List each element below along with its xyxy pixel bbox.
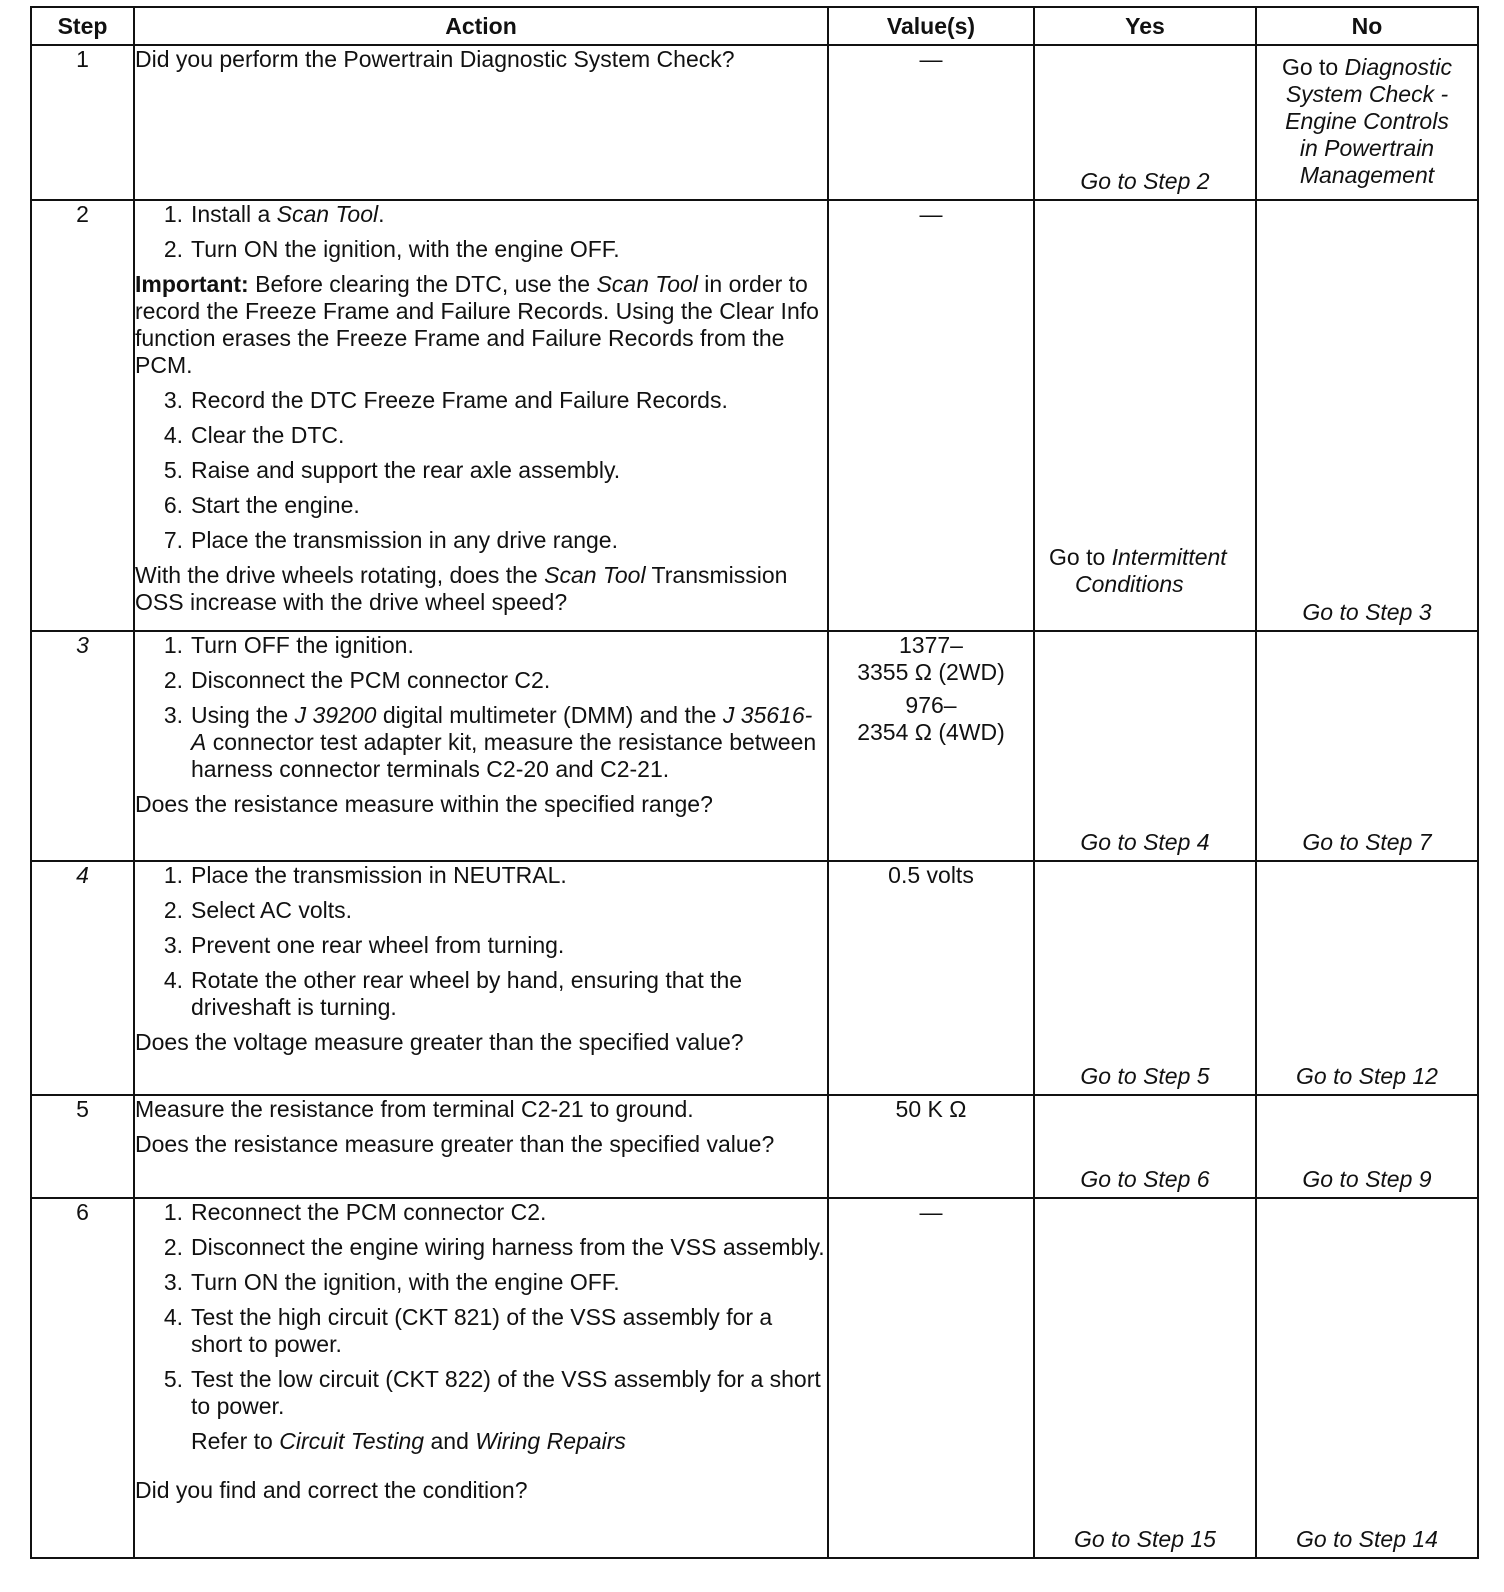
list-item xyxy=(135,667,827,694)
yes-result-link-line-2: Conditions xyxy=(1075,571,1184,597)
item-text-em: Scan Tool xyxy=(276,201,379,227)
item-text-mid: digital multimeter (DMM) and the xyxy=(382,702,717,728)
item-text-em-2: J 35616-A xyxy=(191,702,813,755)
item-number: 3. xyxy=(163,1269,183,1295)
item-number: 4. xyxy=(163,422,183,448)
no-cell xyxy=(1256,45,1478,200)
table-row-step-5 xyxy=(31,1095,1478,1198)
list-item xyxy=(135,932,827,959)
question-text-em: Scan Tool xyxy=(544,562,646,588)
item-text: Test the low circuit (CKT 822) of the VSS assembly for a short to power. xyxy=(191,1366,821,1419)
diagnostic-table xyxy=(30,6,1479,1559)
item-text: Rotate the other rear wheel by hand, ensuring that the driveshaft is turning. xyxy=(191,967,743,1020)
item-number: 2. xyxy=(163,236,183,262)
yes-cell xyxy=(1034,1095,1256,1198)
item-text: Start the engine. xyxy=(191,492,360,518)
value-line-2: 3355 Ω (2WD) xyxy=(857,659,1005,685)
no-result: Go to Step 9 xyxy=(1302,1166,1432,1192)
item-text-pre: Install a xyxy=(191,201,271,227)
item-number: 4. xyxy=(163,1304,183,1330)
no-result-link-line-1: Diagnostic xyxy=(1344,54,1453,80)
refer-note xyxy=(135,1428,827,1455)
important-note xyxy=(135,271,827,379)
no-result: Go to Step 3 xyxy=(1302,599,1432,625)
refer-text-pre: Refer to xyxy=(191,1428,273,1454)
question-text: Does the voltage measure greater than the specified value? xyxy=(135,1029,744,1055)
item-number: 2. xyxy=(163,1234,183,1260)
item-text xyxy=(191,702,827,783)
header-yes: Yes xyxy=(1034,7,1256,45)
no-result-link-line-2: System Check - xyxy=(1285,81,1449,107)
refer-indent xyxy=(135,1428,191,1455)
item-text-em-1: J 39200 xyxy=(294,702,377,728)
table-row-step-3 xyxy=(31,631,1478,861)
step-number: 4 xyxy=(31,861,134,1095)
step-number: 6 xyxy=(31,1198,134,1558)
question-text-post: Transmission OSS increase with the drive wheel speed? xyxy=(135,562,788,615)
no-result-link-line-5: Management xyxy=(1299,162,1435,188)
yes-cell xyxy=(1034,200,1256,631)
no-result-link-line-3: Engine Controls xyxy=(1285,108,1449,134)
important-text-post: in order to record the Freeze Frame and Failure Records. Using the Clear Info function erases the Freeze Frame and Failure Records from the PCM. xyxy=(135,271,819,378)
no-cell xyxy=(1256,200,1478,631)
question-text: Does the resistance measure within the specified range? xyxy=(135,791,713,817)
table-row-step-4 xyxy=(31,861,1478,1095)
refer-link-wiring-repairs: Wiring Repairs xyxy=(475,1428,626,1454)
question-text: Does the resistance measure greater than the specified value? xyxy=(135,1131,775,1157)
yes-cell xyxy=(1034,1198,1256,1558)
item-text: Raise and support the rear axle assembly. xyxy=(191,457,621,483)
item-number: 5. xyxy=(163,457,183,483)
no-result: Go to Step 7 xyxy=(1302,829,1432,855)
important-text-pre: Before clearing the DTC, use the xyxy=(255,271,591,297)
no-result: Go to Step 12 xyxy=(1296,1063,1438,1089)
item-text: Reconnect the PCM connector C2. xyxy=(191,1199,547,1225)
important-text-em: Scan Tool xyxy=(596,271,698,297)
value-cell: 50 K Ω xyxy=(828,1095,1034,1198)
item-text-pre: Using the xyxy=(191,702,289,728)
value-cell: — xyxy=(828,200,1034,631)
step-number: 1 xyxy=(31,45,134,200)
item-number: 5. xyxy=(163,1366,183,1392)
item-text: Clear the DTC. xyxy=(191,422,345,448)
list-item xyxy=(135,1366,827,1420)
item-text: Turn ON the ignition, with the engine OFF. xyxy=(191,236,620,262)
refer-link-circuit-testing: Circuit Testing xyxy=(279,1428,425,1454)
item-number: 6. xyxy=(163,492,183,518)
refer-text-mid: and xyxy=(430,1428,469,1454)
item-number: 4. xyxy=(163,967,183,993)
yes-result-prefix: Go to xyxy=(1049,544,1106,570)
list-item xyxy=(135,702,827,783)
item-number: 2. xyxy=(163,667,183,693)
list-item xyxy=(135,422,827,449)
value-cell: — xyxy=(828,1198,1034,1558)
item-text-post: connector test adapter kit, measure the resistance between harness connector terminals C2-20 and C2-21. xyxy=(191,729,817,782)
action-text: Measure the resistance from terminal C2-21 to ground. xyxy=(135,1096,694,1122)
list-item xyxy=(135,492,827,519)
item-number: 1. xyxy=(163,862,183,888)
yes-result: Go to Step 5 xyxy=(1080,1063,1210,1089)
item-text: Test the high circuit (CKT 821) of the VSS assembly for a short to power. xyxy=(191,1304,773,1357)
list-item xyxy=(135,527,827,554)
no-result xyxy=(1257,54,1477,189)
list-item xyxy=(135,1199,827,1226)
list-item xyxy=(135,862,827,889)
item-number: 3. xyxy=(163,387,183,413)
item-text: Turn ON the ignition, with the engine OFF. xyxy=(191,1269,620,1295)
action-cell xyxy=(134,631,828,861)
action-cell xyxy=(134,45,828,200)
no-cell xyxy=(1256,861,1478,1095)
list-item xyxy=(135,1234,827,1261)
header-step: Step xyxy=(31,7,134,45)
list-item xyxy=(135,897,827,924)
yes-result-link-line-1: Intermittent xyxy=(1111,544,1227,570)
table-row-step-2 xyxy=(31,200,1478,631)
item-text: Record the DTC Freeze Frame and Failure Records. xyxy=(191,387,728,413)
no-cell xyxy=(1256,1198,1478,1558)
yes-cell xyxy=(1034,631,1256,861)
item-number: 3. xyxy=(163,702,183,728)
header-row xyxy=(31,7,1478,45)
yes-result: Go to Step 2 xyxy=(1080,168,1210,194)
item-number: 2. xyxy=(163,897,183,923)
no-cell xyxy=(1256,1095,1478,1198)
item-text-post: . xyxy=(378,201,385,227)
list-item xyxy=(135,1304,827,1358)
no-result-prefix: Go to xyxy=(1281,54,1339,80)
list-item xyxy=(135,1269,827,1296)
value-cell: — xyxy=(828,45,1034,200)
action-cell xyxy=(134,861,828,1095)
table-row-step-6 xyxy=(31,1198,1478,1558)
no-result-link-line-4: in Powertrain xyxy=(1299,135,1435,161)
action-cell xyxy=(134,1198,828,1558)
list-item xyxy=(135,201,827,228)
item-text: Disconnect the PCM connector C2. xyxy=(191,667,551,693)
item-text xyxy=(191,201,827,228)
table-header xyxy=(31,7,1478,45)
value-line-4: 2354 Ω (4WD) xyxy=(857,719,1005,745)
question-text-pre: With the drive wheels rotating, does the xyxy=(135,562,538,588)
step-number: 5 xyxy=(31,1095,134,1198)
value-line-1: 1377– xyxy=(899,632,963,658)
header-values: Value(s) xyxy=(828,7,1034,45)
value-cell xyxy=(828,631,1034,861)
yes-result: Go to Step 4 xyxy=(1080,829,1210,855)
item-number: 1. xyxy=(163,1199,183,1225)
table-row-step-1 xyxy=(31,45,1478,200)
spacer xyxy=(135,1463,827,1477)
header-no: No xyxy=(1256,7,1478,45)
item-text: Prevent one rear wheel from turning. xyxy=(191,932,565,958)
step-number: 3 xyxy=(31,631,134,861)
header-action: Action xyxy=(134,7,828,45)
no-result: Go to Step 14 xyxy=(1296,1526,1438,1552)
no-cell xyxy=(1256,631,1478,861)
question-text: Did you find and correct the condition? xyxy=(135,1477,528,1503)
step-number: 2 xyxy=(31,200,134,631)
item-text: Disconnect the engine wiring harness from the VSS assembly. xyxy=(191,1234,825,1260)
question-text: Did you perform the Powertrain Diagnostic System Check? xyxy=(135,46,735,72)
action-cell xyxy=(134,1095,828,1198)
list-item xyxy=(135,387,827,414)
item-number: 3. xyxy=(163,932,183,958)
yes-result: Go to Step 15 xyxy=(1074,1526,1216,1552)
value-cell: 0.5 volts xyxy=(828,861,1034,1095)
item-number: 1. xyxy=(163,201,183,227)
important-label: Important: xyxy=(135,271,249,297)
value-line-3: 976– xyxy=(905,692,957,718)
item-text: Place the transmission in any drive range. xyxy=(191,527,618,553)
yes-cell xyxy=(1034,45,1256,200)
action-cell xyxy=(134,200,828,631)
refer-text xyxy=(191,1428,827,1455)
yes-cell xyxy=(1034,861,1256,1095)
item-text: Select AC volts. xyxy=(191,897,353,923)
item-number: 7. xyxy=(163,527,183,553)
yes-result: Go to Step 6 xyxy=(1080,1166,1210,1192)
item-text: Place the transmission in NEUTRAL. xyxy=(191,862,567,888)
item-number: 1. xyxy=(163,632,183,658)
item-text: Turn OFF the ignition. xyxy=(191,632,414,658)
list-item xyxy=(135,632,827,659)
list-item xyxy=(135,236,827,263)
list-item xyxy=(135,457,827,484)
question-text xyxy=(135,562,827,616)
yes-result xyxy=(1049,544,1251,598)
list-item xyxy=(135,967,827,1021)
